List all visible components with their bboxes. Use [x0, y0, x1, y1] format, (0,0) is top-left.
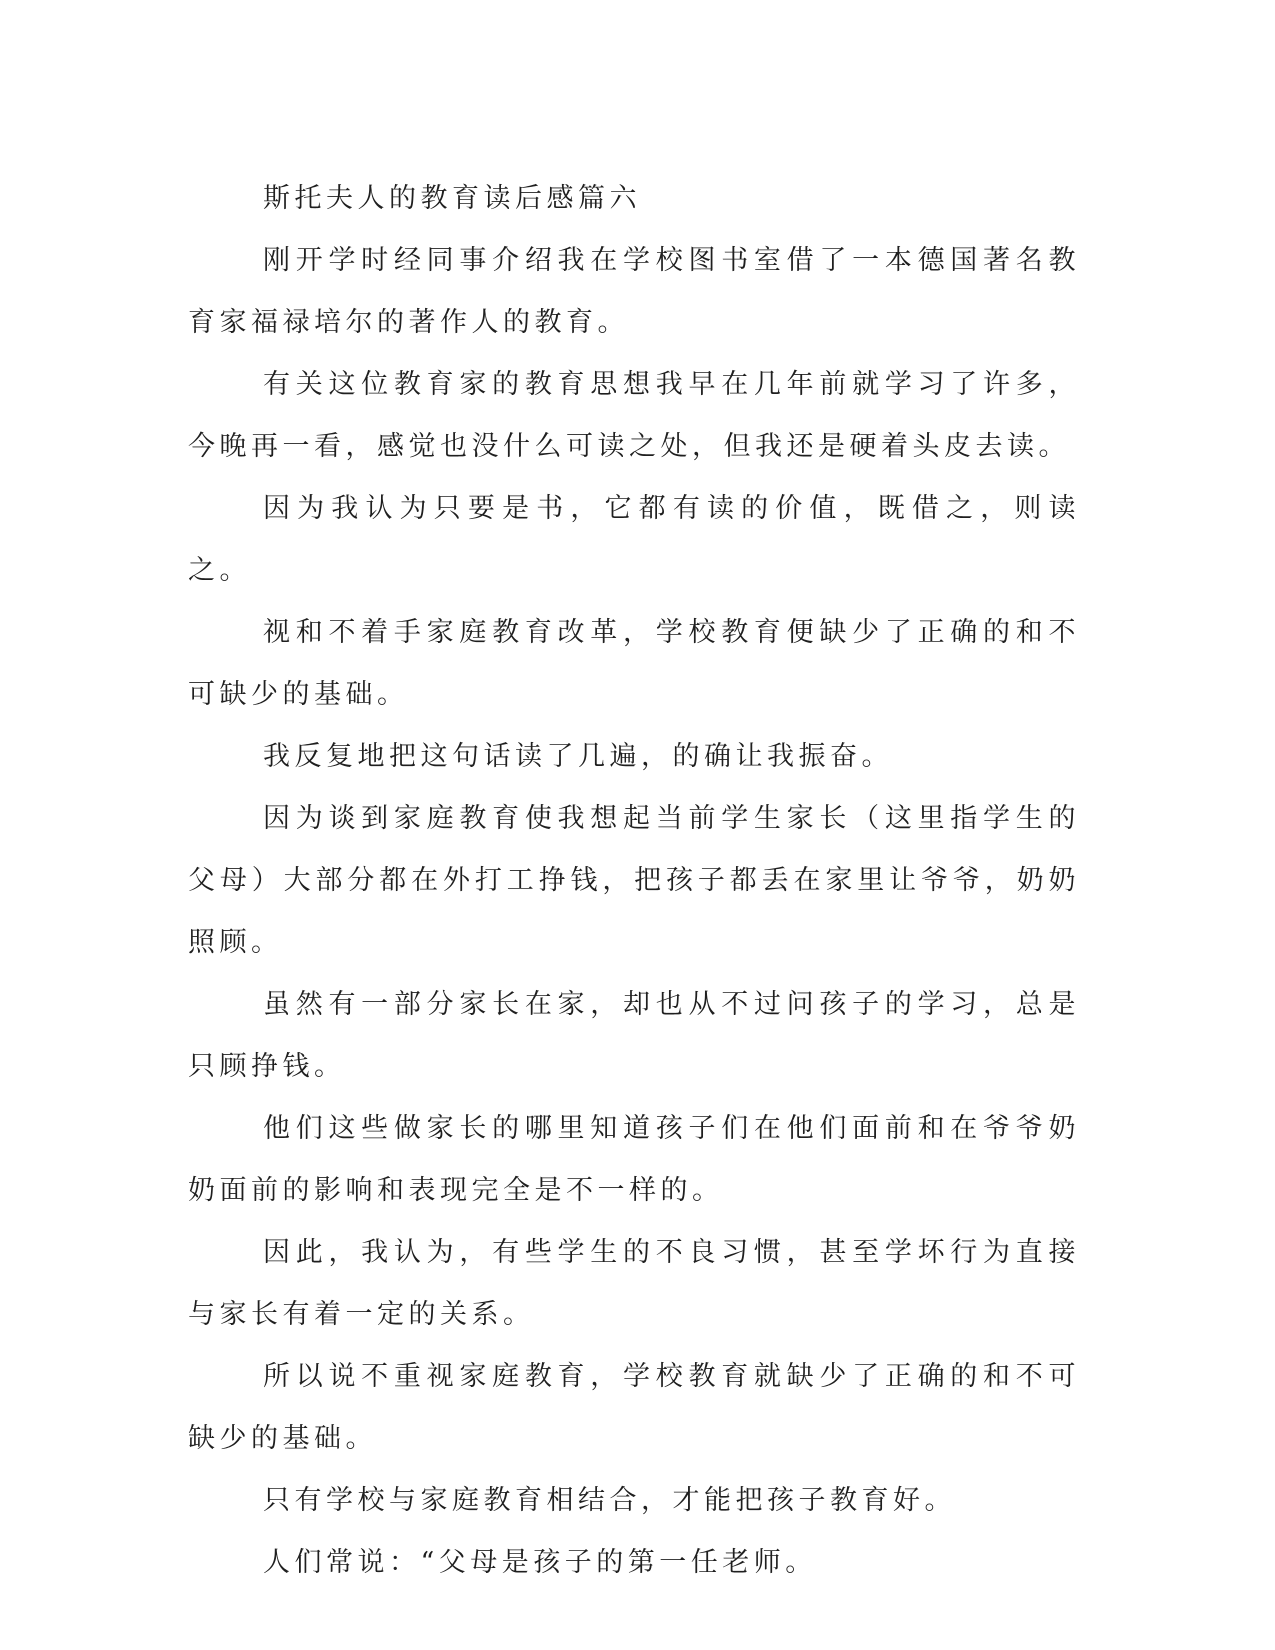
paragraph: 他们这些做家长的哪里知道孩子们在他们面前和在爷爷奶奶面前的影响和表现完全是不一样的。 [188, 1113, 1080, 1206]
paragraph: 刚开学时经同事介绍我在学校图书室借了一本德国著名教育家福禄培尔的著作人的教育。 [188, 245, 1080, 338]
paragraph: 我反复地把这句话读了几遍，的确让我振奋。 [263, 741, 893, 772]
paragraph-title: 斯托夫人的教育读后感篇六 [263, 183, 641, 214]
paragraph: 有关这位教育家的教育思想我早在几年前就学习了许多，今晚再一看，感觉也没什么可读之处，但我还是硬着头皮去读。 [188, 369, 1080, 462]
paragraph: 只有学校与家庭教育相结合，才能把孩子教育好。 [263, 1485, 956, 1516]
paragraph: 视和不着手家庭教育改革，学校教育便缺少了正确的和不可缺少的基础。 [188, 617, 1080, 710]
paragraph: 虽然有一部分家长在家，却也从不过问孩子的学习，总是只顾挣钱。 [188, 989, 1080, 1082]
document-body [188, 168, 1080, 1594]
paragraph: 因此，我认为，有些学生的不良习惯，甚至学坏行为直接与家长有着一定的关系。 [188, 1237, 1080, 1330]
paragraph: 所以说不重视家庭教育，学校教育就缺少了正确的和不可缺少的基础。 [188, 1361, 1080, 1454]
paragraph: 人们常说：“父母是孩子的第一任老师。 [263, 1547, 817, 1578]
paragraph: 因为谈到家庭教育使我想起当前学生家长（这里指学生的父母）大部分都在外打工挣钱，把孩子都丢在家里让爷爷，奶奶照顾。 [188, 803, 1080, 958]
paragraph: 因为我认为只要是书，它都有读的价值，既借之，则读之。 [188, 493, 1080, 586]
